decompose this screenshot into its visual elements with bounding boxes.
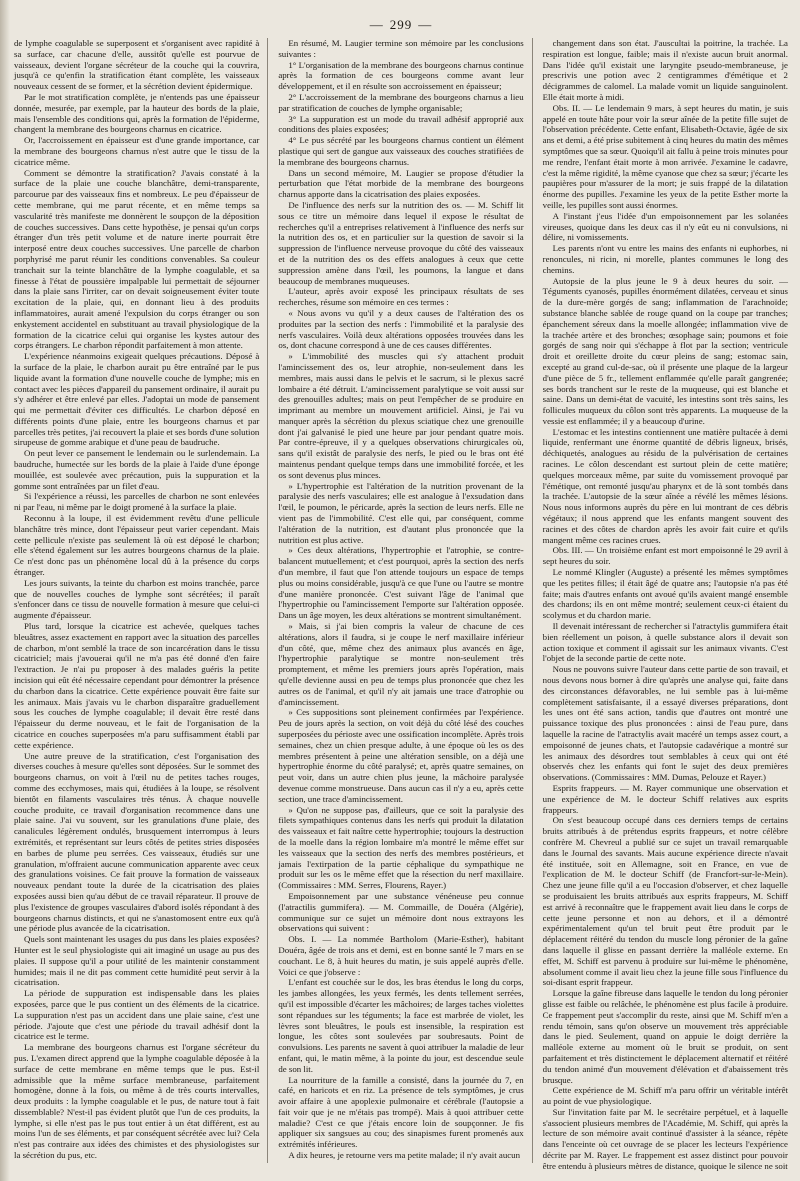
page-header <box>14 12 788 38</box>
paragraph: » Qu'on ne suppose pas, d'ailleurs, que ce soit la paralysie des filets sympathiques contenus dans les nerfs qui produit la dilatation des vaisseaux et fait naître cette hypertrophie; toujours la destruction de la moelle dans la région lombaire m'a montré le même effet sur les vaisseaux que la section des nerfs des membres postérieurs, et jamais l'extirpation de la partie céphalique du sympathique ne produit sur les os le même effet que la résection du nerf maxillaire. (Commissaires : MM. Serres, Flourens, Rayer.) <box>278 804 524 891</box>
paragraph: Obs. II. — Le lendemain 9 mars, à sept heures du matin, je suis appelé en toute hâte pour voir la sœur aînée de la petite fille sujet de l'observation précédente. Cette enfant, Elisabeth-Octavie, âgée de six ans et demi, a été prise subitement à cinq heures du matin des mêmes symptômes que sa sœur. Quoiqu'il ait fallu à peine trois minutes pour me rendre, l'enfant était morte à mon arrivée. J'examine le cadavre, c'est la même rigidité, la même cyanose que chez sa sœur; j'écarte les paupières pour m'assurer de la mort; je suis frappé de la dilatation énorme des pupilles. J'examine les yeux de la petite Esther morte la veille, les pupilles sont aussi énormes. <box>542 102 788 210</box>
paragraph: Empoisonnement par une substance vénéneuse peu connue (l'atractilis gummifera). — M. Commaille, de Douéra (Algérie), communique sur ce sujet un mémoire dont nous extrayons les observations qui suivent : <box>278 890 524 934</box>
column-right <box>542 38 788 1171</box>
paragraph: Une autre preuve de la stratification, c'est l'organisation des diverses couches à mesure qu'elles sont déposées. Sur le sommet des bourgeons charnus, on voit à l'œil nu de petites taches rouges, comme des ecchymoses, mais qui, étudiées à la loupe, se résolvent bientôt en filaments vasculaires très ténus. À chaque nouvelle couche produite, ce travail d'organisation recommence dans une plaie saine. J'ai vu souvent, sur les granulations d'une plaie, des canalicules légèrement ondulés, brusquement interrompus à leurs extrémités, et représentant sur leurs côtés de petites stries disposées en barbes de plume peu serrées. Ces vaisseaux, étudiés sur une granulation, m'offraient aucune communication apparente avec ceux des granulations voisines. Ce fait prouve la formation de vaisseaux nouveaux pendant toute la durée de la cicatrisation des plaies exposées aussi bien qu'au début de ce travail réparateur. Il prouve de plus l'existence de groupes vasculaires d'abord isolés répondant à des bourgeons charnus distincts, et qui ne s'anastomosent entre eux qu'à une période plus avancée de la cicatrisation. <box>14 750 260 934</box>
paragraph: changement dans son état. J'auscultai la poitrine, la trachée. La respiration est longue, faible; mais il n'existe aucun bruit anormal. Dans l'idée qu'il existait une laryngite pseudo-membraneuse, je prescrivis une potion avec 2 centigrammes d'émétique et 2 décigrammes de calomel. La malade vomit un liquide sanguinolent. Elle était morte à midi. <box>542 38 788 102</box>
paragraph: L'expérience néanmoins exigeait quelques précautions. Déposé à la surface de la plaie, le charbon aurait pu être entraîné par le pus liquide avant la formation d'une nouvelle couche de lymphe; mis en contact avec les pièces d'appareil du pansement ordinaire, il aurait pu s'y adhérer et être enlevé par elles. J'adoptai un mode de pansement qui me permettait d'éviter ces difficultés. Le charbon déposé en différents points d'une plaie, entre les bourgeons charnus et par parcelles très petites, j'ai recouvert la plaie et ses bords d'une solution sirupeuse de gomme arabique et d'une peau de baudruche. <box>14 351 260 448</box>
paragraph: » L'immobilité des muscles qui s'y attachent produit l'amincissement des os, leur atrophie, non-seulement dans les membres, mais aussi dans le pelvis et le sacrum, si le plexus sacré lombaire a été détruit. L'amincissement paralytique se voit aussi sur des grenouilles adultes; mais on peut l'empêcher de se produire en imprimant au membre un mouvement artificiel. Ainsi, je l'ai vu manquer après la sécrétion du plexus sciatique chez une grenouille dont j'ai galvanisé le pied une heure par jour pendant quatre mois. Par contre-épreuve, il y a quelques observations chirurgicales où, sans qu'il existât de paralysie des nerfs, le pied ou le bras ont été maintenus pendant quelque temps dans une immobilité forcée, et les os sont devenus plus minces. <box>278 351 524 480</box>
paragraph: On peut lever ce pansement le lendemain ou le surlendemain. La baudruche, humectée sur les bords de la plaie à l'aide d'une éponge mouillée, est soulevée avec précaution, puis la suppuration et la gomme sont entraînées par un filet d'eau. <box>14 448 260 491</box>
paragraph: » L'hypertrophie est l'altération de la nutrition provenant de la paralysie des nerfs vasculaires; elle est analogue à l'exsudation dans l'œil, le poumon, le péricarde, après la section de leurs nerfs. Elle ne vient pas de l'immobilité. C'est elle qui, par conséquent, comme l'altération de la nutrition, est d'autant plus prononcée que la nutrition est plus active. <box>278 480 524 545</box>
paragraph: De l'influence des nerfs sur la nutrition des os. — M. Schiff lit sous ce titre un mémoire dans lequel il expose le résultat de recherches qu'il a entreprises relativement à l'influence des nerfs sur la nutrition des os, et en particulier sur la question de savoir si la suppression de l'influence nerveuse provoque du côté des vaisseaux et de la nutrition des os des effets analogues à ceux que cette suppression amène dans l'œil, les poumons, la langue et dans beaucoup de membranes muqueuses. <box>278 199 524 286</box>
paragraph: L'auteur, après avoir exposé les principaux résultats de ses recherches, résume son mémoire en ces termes : <box>278 286 524 308</box>
column-left <box>14 38 268 1163</box>
paragraph: Reconnu à la loupe, il est évidemment revêtu d'une pellicule blanchâtre très mince, dont l'épaisseur peut varier cependant. Mais cette pellicule n'existe pas seulement là où est déposé le charbon; elle s'étend également sur les autres bourgeons charnus de la plaie. Ce n'est donc pas un phénomène local dû à la présence du corps étranger. <box>14 513 260 578</box>
paragraph: Obs. III. — Un troisième enfant est mort empoisonné le 29 avril à sept heures du soir. <box>542 545 788 567</box>
paragraph: Or, l'accroissement en épaisseur est d'une grande importance, car la membrane des bourgeons charnus n'est autre que le tissu de la cicatrice même. <box>14 135 260 167</box>
paragraph: » Ces deux altérations, l'hypertrophie et l'atrophie, se contre-balancent mutuellement; et c'est pourquoi, après la section des nerfs d'un membre, il faut que l'on attende toujours un espace de temps plus ou moins considérable, jusqu'à ce que l'une ou l'autre se montre d'une manière prononcée. C'est suivant l'âge de l'animal que l'hypertrophie ou l'amincissement l'emporte sur l'altération opposée. Dans un âge moyen, les deux altérations se montrent simultanément. <box>278 545 524 621</box>
paragraph: Quels sont maintenant les usages du pus dans les plaies exposées? Hunter est le seul physiologiste qui ait imaginé un usage au pus des plaies. Il suppose qu'il a pour utilité de les maintenir constamment humides; mais il ne dit pas comment cette humidité peut servir à la cicatrisation. <box>14 934 260 988</box>
paragraph: Esprits frappeurs. — M. Rayer communique une observation et une expérience de M. le docteur Schiff relatives aux esprits frappeurs. <box>542 782 788 815</box>
paragraph: Cette expérience de M. Schiff m'a paru offrir un véritable intérêt au point de vue physiologique. <box>542 1085 788 1107</box>
paragraph: « Nous avons vu qu'il y a deux causes de l'altération des os produites par la section des nerfs : l'immobilité et la paralysie des nerfs vasculaires. Voilà deux altérations opposées trouvées dans les os, dont chacune correspond à une de ces causes différentes. <box>278 307 524 351</box>
paragraph: Plus tard, lorsque la cicatrice est achevée, quelques taches bleuâtres, assez exactement en rapport avec la situation des parcelles de charbon, m'ont semblé la trace de son incarcération dans le tissu cicatriciel; mais j'avouerai qu'il ne m'a pas été donné d'en faire l'extraction. Je n'ai pu proposer à des malades guéris la petite incision qui eût été nécessaire cependant pour démontrer la présence du charbon dans la cicatrice. Cette expérience pouvait être faite sur les animaux. Mais j'avais vu le charbon disparaître graduellement sous les couches de lymphe coagulable; il devait être resté dans l'épaisseur du derme nouveau, et le fait de l'organisation de la cicatrice en couches superposées m'a paru suffisamment établi par cette expérience. <box>14 621 260 750</box>
paragraph: Dans un second mémoire, M. Laugier se propose d'étudier la perturbation que l'état morbide de la membrane des bourgeons charnus apporte dans la cicatrisation des plaies exposées. <box>278 167 524 200</box>
paragraph: Lorsque la gaîne fibreuse dans laquelle le tendon du long péronier glisse est faible ou relâchée, le phénomène est plus facile à produire. Ce frappement peut s'accomplir du reste, ainsi que M. Schiff m'en a rendu témoin, sans qu'on observe un mouvement très appréciable dans le pied. Seulement, quand on appuie le doigt derrière la malléole externe au moment où le bruit se produit, on sent parfaitement et très distinctement le déplacement alternatif et réitéré du tendon animé d'un mouvement d'élévation et d'abaissement très brusque. <box>542 988 788 1085</box>
paragraph: Il devenait intéressant de rechercher si l'atractylis gummifera était bien réellement un poison, à quelle substance alors il devait son action toxique et comment il agissait sur les animaux vivants. C'est l'objet de la seconde partie de cette note. <box>542 621 788 664</box>
paragraph: La nourriture de la famille a consisté, dans la journée du 7, en café, en haricots et en riz. La présence de tels symptômes, je crus avoir affaire à une apoplexie pulmonaire et cérébrale (l'autopsie a fait voir que je ne m'étais pas trompé). Mais à quoi attribuer cette maladie? C'est ce que j'étais encore loin de soupçonner. Je fis appliquer six sangsues au cou; des sinapismes furent promenés aux extrémités inférieures. <box>278 1074 524 1150</box>
paragraph: Autopsie de la plus jeune le 9 à deux heures du soir. — Téguments cyanosés, pupilles énormément dilatées, cerveau et sinus de la dure-mère gorgés de sang; inflammation de l'arachnoïde; substance blanche sablée de rouge quand on la coupe par tranches; épanchement séreux dans la moelle allongée; inflammation vive de la trachée artère et des bronches; œsophage sain; poumons et foie gorgés de sang noir qui s'échappe à flot par la section; ventricule droit et oreillette droite du cœur pleins de sang; estomac sain, excepté au grand cul-de-sac, où il présente une plaque de la largeur d'une pièce de 5 fr., tellement enflammée qu'elle paraît gangrenée; ses bords tranchent sur le reste de la muqueuse, qui est blanche et saine. Dans un demi-état de vacuité, les intestins sont très sains, les follicules muqueux du côlon sont très apparents. La muqueuse de la vessie est enflammée; il y a beaucoup d'urine. <box>542 275 788 426</box>
paragraph: 3° La suppuration est un mode du travail adhésif approprié aux conditions des plaies exposées; <box>278 113 524 135</box>
paragraph: Si l'expérience a réussi, les parcelles de charbon ne sont enlevées ni par l'eau, ni même par le doigt promené à la surface la plaie. <box>14 491 260 513</box>
paragraph: de lymphe coagulable se superposent et s'organisent avec rapidité à sa surface, car chacune d'elle, aussitôt qu'elle est pourvue de vaisseaux, devient l'organe sécréteur de la couche qui la couvrira, jusqu'à ce qu'enfin la stratification étant complète, les vaisseaux nouveaux cessent de se former, et la sécrétion devient épidermique. <box>14 38 260 92</box>
paragraph: Comment se démontre la stratification? J'avais constaté à la surface de la plaie une couche blanchâtre, demi-transparente, parcourue par des vaisseaux fins et nombreux. Le peu d'épaisseur de cette membrane, qui me parut récente, et en même temps sa vascularité très manifeste me donnèrent le soupçon de la déposition de couches successives. Dans cette hypothèse, je pensai qu'un corps étranger d'un très petit volume et de nature inerte pourrait être interposé entre deux couches successives. Une parcelle de charbon porphyrisé me parut réunir les conditions convenables. Sa couleur tranchait sur la teinte blanchâtre de la lymphe coagulable, et sa finesse à l'état de poussière impalpable lui permettait de séjourner dans la plaie sans l'irriter, car on devait soigneusement éviter toute excitation de la plaie, qui, en donnant lieu à des produits inflammatoires, aurait amené l'expulsion du corps étranger ou son enkystement accidentel en substituant au travail physiologique de la formation de la cicatrice celui qui organise les kystes autour des corps étrangers. Le charbon répondit parfaitement à mon attente. <box>14 167 260 351</box>
paragraph: A dix heures, je retourne vers ma petite malade; il n'y avait aucun <box>288 1150 521 1161</box>
paragraph: On s'est beaucoup occupé dans ces derniers temps de certains bruits attribués à de prétendus esprits frappeurs, et notre célèbre confrère M. Chevreul a publié sur ce sujet un travail remarquable dans le Journal des savants. Mais aucune expérience directe n'avait été instituée, soit en Allemagne, soit en France, en vue de l'explication de M. le docteur Schiff (de Francfort-sur-le-Mein). Chez une jeune fille qu'il a eu l'occasion d'observer, et chez laquelle se produisaient les bruits attribués aux esprits frappeurs, M. Schiff est arrivé à reconnaître que le frappement avait lieu dans le corps de cette jeune personne et non au dehors, et il a démontré expérimentalement qu'un tel bruit peut être produit par le déplacement réitéré du tendon du muscle long péronier de la gaîne dans laquelle il glisse en passant derrière la malléole externe. En effet, M. Schiff est parvenu à produire sur lui-même le phénomène, absolument comme il avait lieu chez la jeune fille sous l'influence du soi-disant esprit frappeur. <box>542 815 788 988</box>
paragraph: La membrane des bourgeons charnus est l'organe sécréteur du pus. L'examen direct apprend que la lymphe coagulable déposée à la surface de cette membrane en même temps que le pus. Est-il admissible que la même surface membraneuse, parfaitement homogène, donne à la fois, ou même à de très courts intervalles, deux produits : la lymphe coagulable et le pus, de nature tout à fait dissemblable? N'est-il pas évident plutôt que l'un de ces produits, la lymphe, si elle n'est pas le pus tout entier à un état différent, est au moins l'un de ses éléments, et par conséquent sécrétée avec lui? Cela n'est pas contraire aux idées des chimistes et des physiologistes sur la sécrétion du pus, etc. <box>14 1042 260 1161</box>
paragraph: 4° Le pus sécrété par les bourgeons charnus contient un élément plastique qui sert de gangue aux vaisseaux des couches stratifiées de la membrane des bourgeons charnus. <box>278 135 524 167</box>
paragraph: » Mais, si j'ai bien compris la valeur de chacune de ces altérations, alors il faudra, si je coupe le nerf maxillaire inférieur d'un côté, que, même chez des animaux plus avancés en âge, l'hypertrophie paralytique se montre non-seulement très promptement, et même les premiers jours après l'opération, mais qu'elle devienne aussi en peu de temps plus prononcée que chez les autres os de l'animal, et qu'il n'y ait jamais une trace d'atrophie ou d'amincissement. <box>278 621 524 707</box>
paragraph: La période de suppuration est indispensable dans les plaies exposées, parce que le pus contient un des éléments de la cicatrice. La suppuration n'est pas un accident dans une plaie saine, c'est une période. J'ajoute que c'est une période du travail adhésif dont la cicatrice est le terme. <box>14 988 260 1042</box>
text-columns <box>14 38 788 1171</box>
paragraph: En résumé, M. Laugier termine son mémoire par les conclusions suivantes : <box>278 38 524 59</box>
paragraph: » Ces suppositions sont pleinement confirmées par l'expérience. Peu de jours après la section, on voit déjà du côté lésé des couches superposées du périoste avec une ossification incomplète. Après trois semaines, chez un chien presque adulte, à une époque où les os des membres présentent à peine une altération sensible, on a déjà une hypertrophie énorme du côté paralysé; et, après quatre semaines, on peut voir, dans un autre chien plus jeune, la mâchoire paralysée devenue comme monstrueuse. Dans aucun cas il n'y a eu, après cette section, une trace d'amincissement. <box>278 707 524 804</box>
paragraph: L'estomac et les intestins contiennent une matière pultacée à demi liquide, renfermant une énorme quantité de débris ligneux, brisés, déchiquetés, analogues au résidu de la pulvérisation de certaines racines. Le côlon descendant est surtout plein de cette matière; quelques morceaux même, par suite du vomissement provoqué par l'émétique, ont remonté jusqu'au pharynx et de là sont tombés dans la trachée. L'autopsie de la sœur aînée a révélé les mêmes lésions. Nous nous informons auprès du père en lui montrant de ces débris végétaux; il nous apprend que les enfants mangent souvent des racines et des côtes de chardon après les avoir fait cuire et qu'ils mangent même ces racines crues. <box>542 426 788 545</box>
paragraph: L'enfant est couchée sur le dos, les bras étendus le long du corps, les jambes allongées, les yeux fermés, les dents tellement serrées, qu'il est impossible d'écarter les mâchoires; de larges taches violettes sont répandues sur les téguments; la face est marbrée de violet, les lèvres sont bleuâtres, le pouls est insensible, la respiration est longue, les côtes sont soulevées par soubresauts. Point de convulsions. Les parents ne savent à quoi attribuer la maladie de leur enfant, qui, le matin même, à la pointe du jour, est descendue seule de son lit. <box>278 977 524 1074</box>
page-number: — 299 — <box>364 17 439 33</box>
paragraph: Les parents n'ont vu entre les mains des enfants ni euphorbes, ni renoncules, ni ricin, ni morelle, plantes communes le long des chemins. <box>542 243 788 275</box>
paragraph: Sur l'invitation faite par M. le secrétaire perpétuel, et à laquelle s'associent plusieurs membres de l'Académie, M. Schiff, qui après la lecture de son mémoire avait continué d'assister à la séance, répète dans l'enceinte où cet ouvrage de se placer les lecteurs l'expérience décrite par M. Rayer. Le frappement est assez distinct pour pouvoir être entendu à plusieurs mètres de distance, quoique le silence ne soit <box>542 1106 788 1171</box>
binding-shadow <box>0 0 10 1181</box>
paragraph: Obs. I. — La nommée Bartholom (Marie-Esther), habitant Douéra, âgée de trois ans et demi, est en bonne santé le 7 mars en se couchant. Le 8, à huit heures du matin, je suis appelé auprès d'elle. Voici ce que j'observe : <box>278 934 524 977</box>
paragraph: 1° L'organisation de la membrane des bourgeons charnus continue après la formation de ces bourgeons comme avant leur développement, et il en résulte son accroissement en épaisseur; <box>278 59 524 92</box>
column-middle <box>278 38 532 1163</box>
paragraph: Par le mot stratification complète, je n'entends pas une épaisseur donnée, mesurée, par exemple, par la hauteur des bords de la plaie, mais l'ensemble des conditions qui, après la formation de l'épiderme, changent la membrane des bourgeons charnus en cicatrice. <box>14 91 260 135</box>
paragraph: 2° L'accroissement de la membrane des bourgeons charnus a lieu par stratification de couches de lymphe organisable; <box>278 91 524 113</box>
paragraph: Nous ne pouvons suivre l'auteur dans cette partie de son travail, et nous devons nous borner à dire qu'après une analyse qui, faite dans des circonstances défavorables, ne lui semble pas à lui-même complètement satisfaisante, il a essayé diverses préparations, dont les unes ont été sans action, tandis que d'autres ont montré une puissance toxique des plus prononcées : ainsi de l'eau pure, dans laquelle la racine de l'atractylis avait macéré un temps assez court, a empoisonné de jeunes chats, et l'autopsie cadavérique a montré sur les animaux des désordres tout semblables à ceux qui ont été observés chez les enfants qui font le sujet des deux premières observations. (Commissaires : MM. Dumas, Pelouze et Rayer.) <box>542 664 788 783</box>
paragraph: Les jours suivants, la teinte du charbon est moins tranchée, parce que de nouvelles couches de lymphe sont sécrétées; il paraît s'enfoncer dans ce tissu de nouvelle formation à mesure que celui-ci augmente d'épaisseur. <box>14 577 260 621</box>
paragraph: A l'instant j'eus l'idée d'un empoisonnement par les solanées vireuses, quoique dans les deux cas il n'y eût eu ni convulsions, ni délire, ni vomissements. <box>542 210 788 243</box>
paragraph: Le nommé Klingler (Auguste) a présenté les mêmes symptômes que les petites filles; il était âgé de quatre ans; l'autopsie n'a pas été faite; mais d'autres enfants ont avoué qu'ils avaient mangé ensemble des chardons; ils en ont même montré; seulement ceux-ci étaient du scolymus et du chardon marie. <box>542 567 788 621</box>
